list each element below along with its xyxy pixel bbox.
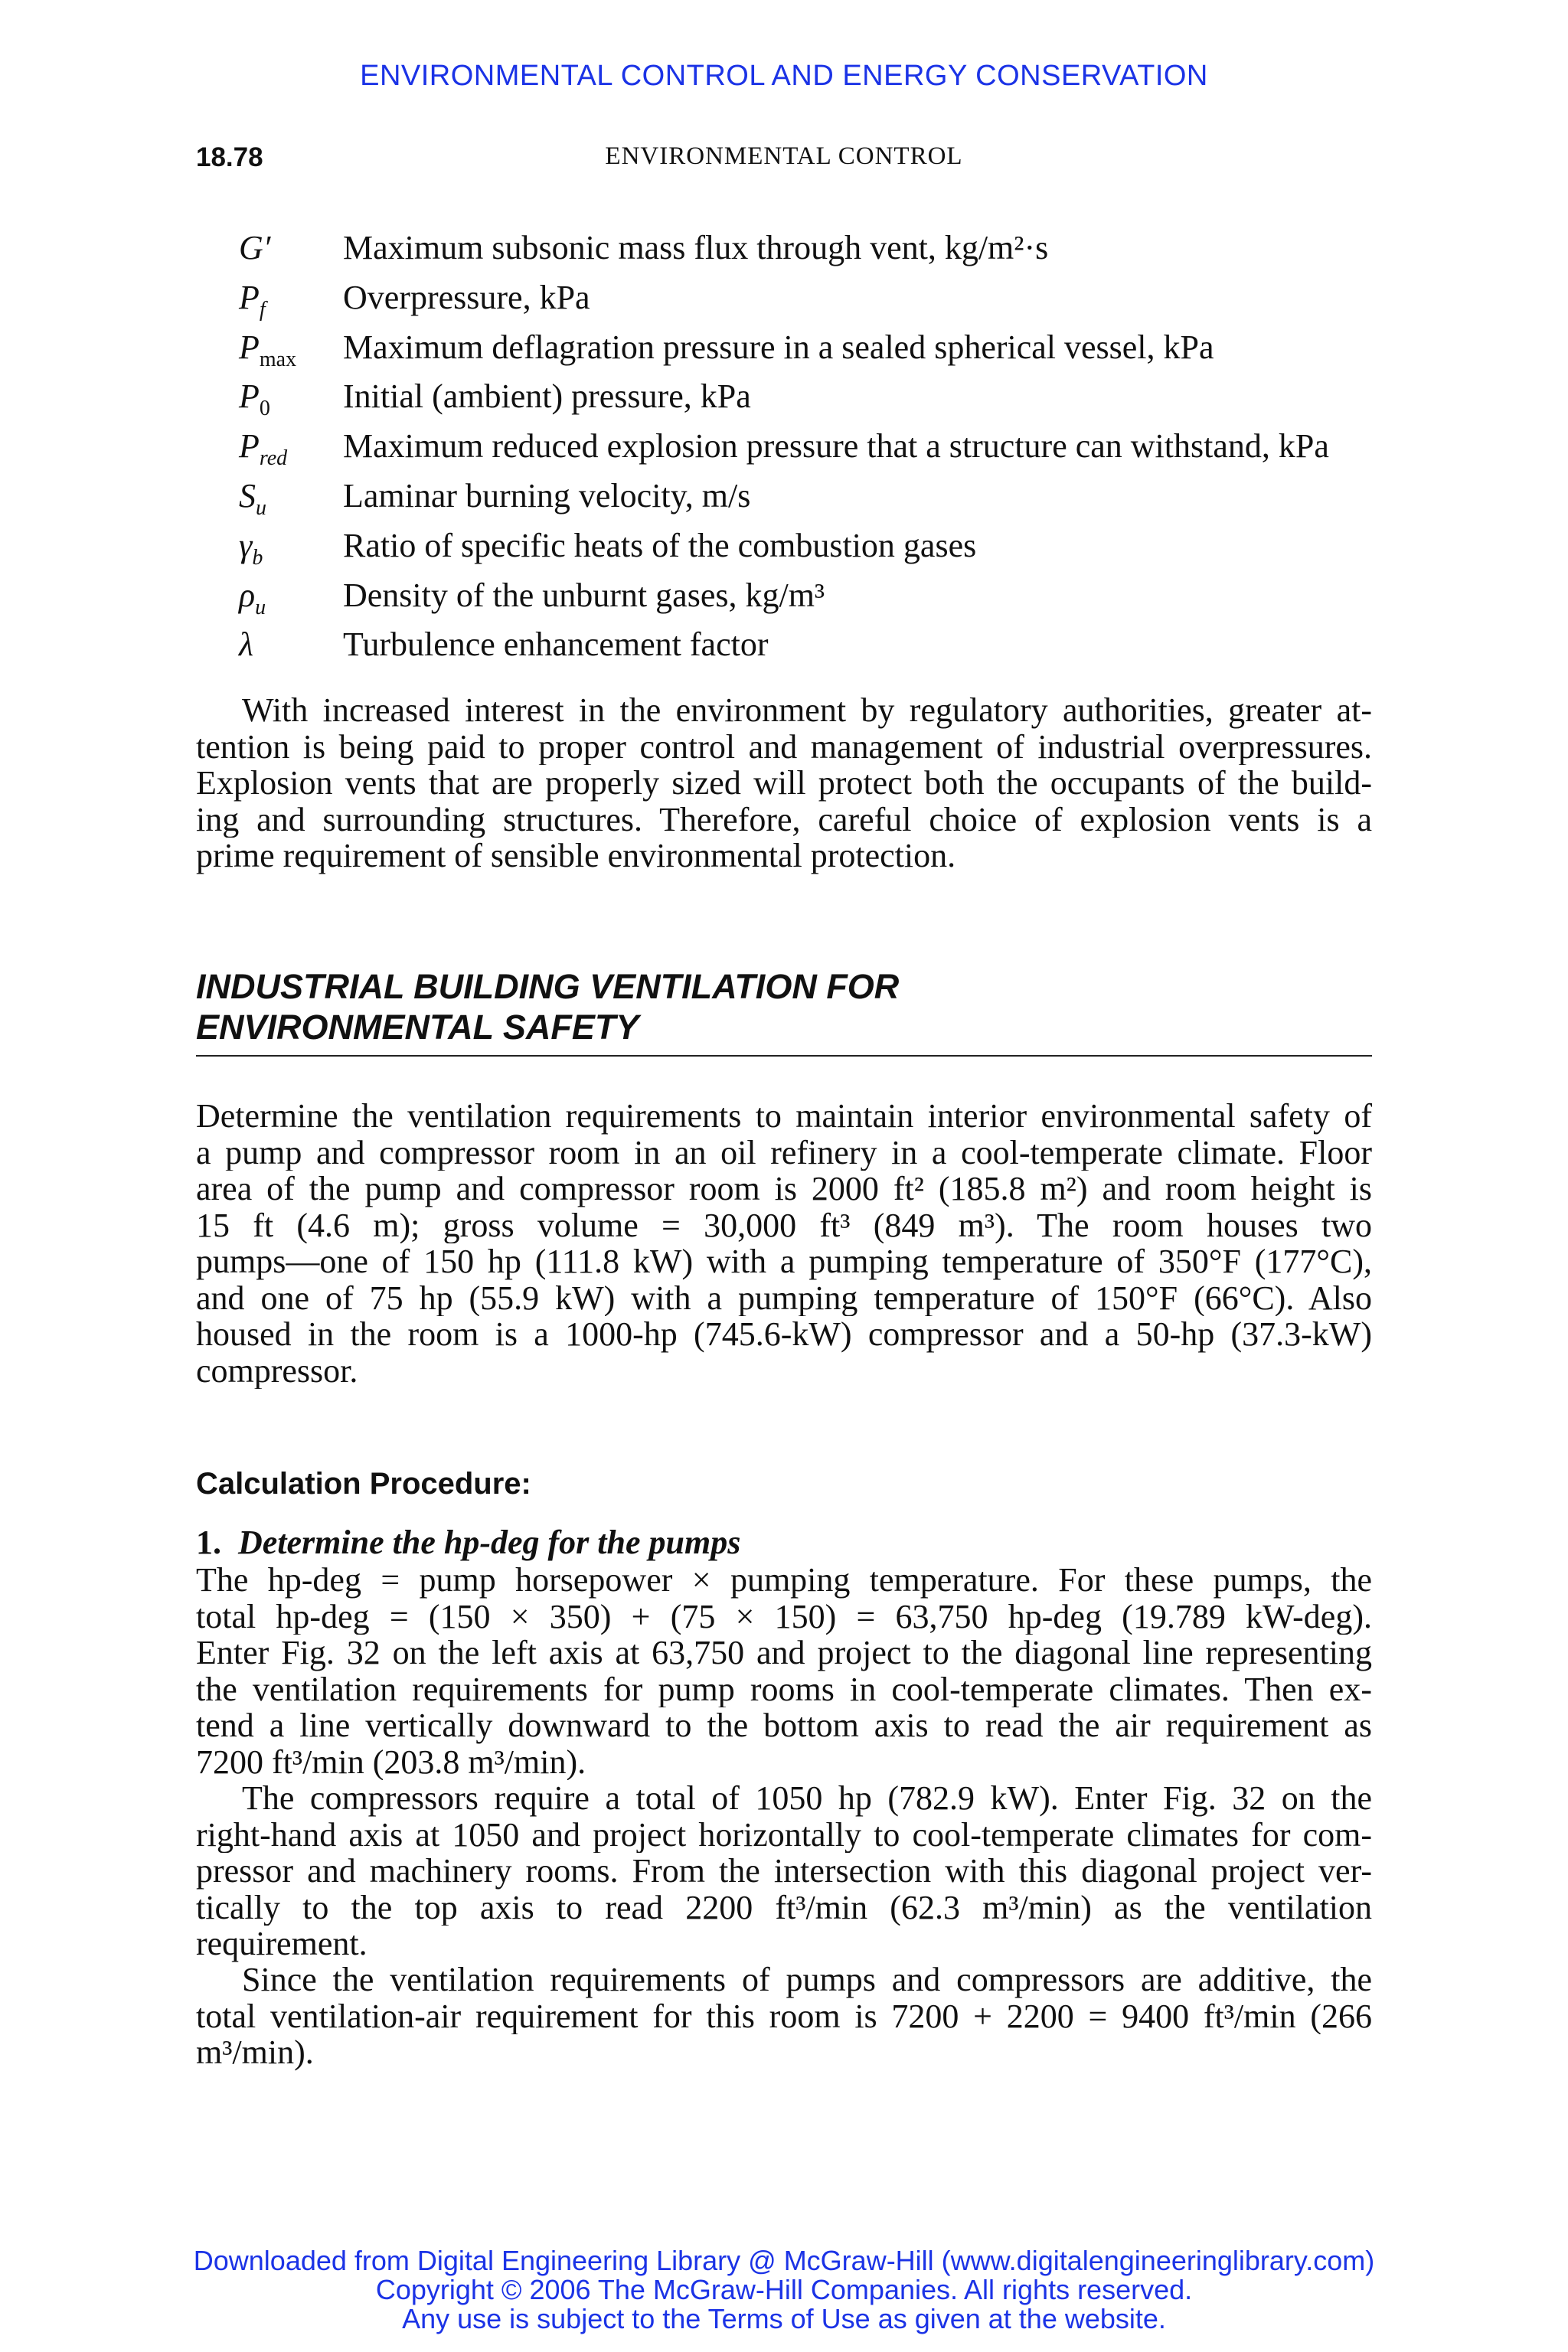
chapter-title: ENVIRONMENTAL CONTROL — [605, 142, 963, 170]
text-line: total ventilation-air requirement for this room is 7200 + 2200 = 9400 ft³/min (266 — [196, 1998, 1372, 2034]
symbol-definition: Laminar burning velocity, m/s — [343, 476, 751, 514]
symbol-definition: Overpressure, kPa — [343, 278, 590, 316]
symbol-row — [196, 571, 1372, 621]
text-line: right-hand axis at 1050 and project horizontally to cool-temperate climates for com- — [196, 1816, 1372, 1853]
symbol-subscript: u — [255, 595, 266, 619]
symbol-subscript: u — [256, 495, 266, 520]
symbol-definition: Ratio of specific heats of the combustion gases — [343, 526, 977, 564]
section-heading — [196, 966, 1372, 1047]
symbol-base: P — [239, 377, 260, 416]
text-line: prime requirement of sensible environmental protection. — [196, 838, 956, 874]
running-header-title: ENVIRONMENTAL CONTROL AND ENERGY CONSERVATION — [360, 60, 1208, 92]
symbol-base: ρ — [239, 576, 256, 614]
symbol-row — [196, 224, 1372, 273]
calculation-procedure-heading: Calculation Procedure: — [196, 1467, 531, 1501]
symbol-row — [196, 472, 1372, 521]
symbol-row — [196, 323, 1372, 373]
compressor-paragraph — [196, 1780, 1372, 1962]
problem-paragraph — [196, 1098, 1372, 1389]
text-line: housed in the room is a 1000-hp (745.6-kW) compressor and a 50-hp (37.3-kW) — [196, 1316, 1372, 1353]
symbol-row — [196, 422, 1372, 472]
text-line: ing and surrounding structures. Therefore, careful choice of explosion vents is a — [196, 801, 1372, 838]
symbol-subscript: max — [259, 347, 297, 371]
footer-download-notice[interactable]: Downloaded from Digital Engineering Library @ McGraw-Hill (www.digitalengineeringlibrary.com) — [193, 2245, 1375, 2276]
symbol-list — [196, 224, 1372, 670]
text-line: tically to the top axis to read 2200 ft³/min (62.3 m³/min) as the ventilation — [196, 1889, 1372, 1926]
symbol-row — [196, 521, 1372, 571]
symbol-definition: Maximum subsonic mass flux through vent, kg/m²·s — [343, 229, 1049, 266]
text-line: 15 ft (4.6 m); gross volume = 30,000 ft³ (849 m³). The room houses two — [196, 1207, 1372, 1243]
symbol-base: P — [239, 328, 260, 366]
section-divider — [196, 1055, 1372, 1057]
text-line: Enter Fig. 32 on the left axis at 63,750 and project to the diagonal line representing — [196, 1635, 1372, 1671]
symbol-definition: Maximum deflagration pressure in a sealed spherical vessel, kPa — [343, 328, 1214, 366]
symbol-subscript: b — [252, 545, 263, 570]
text-line: pressor and machinery rooms. From the intersection with this diagonal project ver- — [196, 1853, 1372, 1890]
symbol-definition: Maximum reduced explosion pressure that a structure can withstand, kPa — [343, 427, 1329, 466]
text-line: The hp-deg = pump horsepower × pumping temperature. For these pumps, the — [196, 1562, 1372, 1599]
text-line: the ventilation requirements for pump rooms in cool-temperate climates. Then ex- — [196, 1671, 1372, 1707]
symbol-base: S — [239, 476, 256, 514]
intro-paragraph — [196, 692, 1372, 874]
symbol-base: P — [239, 278, 260, 316]
footer-terms-notice[interactable]: Any use is subject to the Terms of Use as given at the website. — [402, 2303, 1166, 2334]
text-line: m³/min). — [196, 2034, 314, 2071]
symbol-row — [196, 620, 1372, 670]
text-line: With increased interest in the environment by regulatory authorities, greater at- — [242, 692, 1372, 729]
step1-paragraph — [196, 1562, 1372, 1780]
step-number: 1. — [196, 1524, 221, 1561]
symbol — [239, 620, 253, 670]
symbol — [239, 224, 270, 273]
footer-copyright: Copyright © 2006 The McGraw-Hill Companies. All rights reserved. — [375, 2274, 1193, 2305]
symbol-row — [196, 273, 1372, 323]
symbol-definition: Initial (ambient) pressure, kPa — [343, 377, 751, 416]
step-heading — [196, 1524, 740, 1562]
page-number: 18.78 — [196, 142, 263, 172]
section-heading-line: ENVIRONMENTAL SAFETY — [196, 1008, 639, 1047]
symbol-subscript: f — [259, 297, 266, 322]
text-line: Since the ventilation requirements of pumps and compressors are additive, the — [242, 1962, 1372, 1998]
text-line: Explosion vents that are properly sized will protect both the occupants of the build- — [196, 765, 1372, 802]
total-paragraph — [196, 1962, 1372, 2071]
text-line: total hp-deg = (150 × 350) + (75 × 150) = 63,750 hp-deg (19.789 kW-deg). — [196, 1598, 1372, 1635]
text-line: tention is being paid to proper control and management of industrial overpressures. — [196, 728, 1372, 765]
symbol-base: G′ — [239, 229, 271, 266]
text-line: compressor. — [196, 1352, 358, 1389]
text-line: 7200 ft³/min (203.8 m³/min). — [196, 1743, 586, 1780]
text-line: and one of 75 hp (55.9 kW) with a pumping temperature of 150°F (66°C). Also — [196, 1279, 1372, 1316]
text-line: area of the pump and compressor room is 2000 ft² (185.8 m²) and room height is — [196, 1171, 1372, 1207]
text-line: tend a line vertically downward to the bottom axis to read the air requirement as — [196, 1707, 1372, 1744]
symbol-base: λ — [239, 626, 254, 664]
text-line: a pump and compressor room in an oil refinery in a cool-temperate climate. Floor — [196, 1134, 1372, 1171]
text-line: requirement. — [196, 1926, 368, 1962]
symbol-base: P — [239, 427, 260, 466]
text-line: Determine the ventilation requirements to maintain interior environmental safety of — [196, 1098, 1372, 1135]
section-heading-line: INDUSTRIAL BUILDING VENTILATION FOR — [196, 967, 900, 1006]
symbol-base: γ — [239, 526, 253, 564]
symbol-row — [196, 372, 1372, 422]
symbol-subscript: red — [259, 446, 288, 470]
symbol-definition: Density of the unburnt gases, kg/m³ — [343, 576, 825, 614]
symbol-subscript: 0 — [259, 397, 270, 421]
step-title: Determine the hp-deg for the pumps — [238, 1524, 741, 1561]
text-line: The compressors require a total of 1050 hp (782.9 kW). Enter Fig. 32 on the — [242, 1780, 1372, 1817]
text-line: pumps—one of 150 hp (111.8 kW) with a pumping temperature of 350°F (177°C), — [196, 1243, 1372, 1280]
symbol-definition: Turbulence enhancement factor — [343, 626, 769, 664]
